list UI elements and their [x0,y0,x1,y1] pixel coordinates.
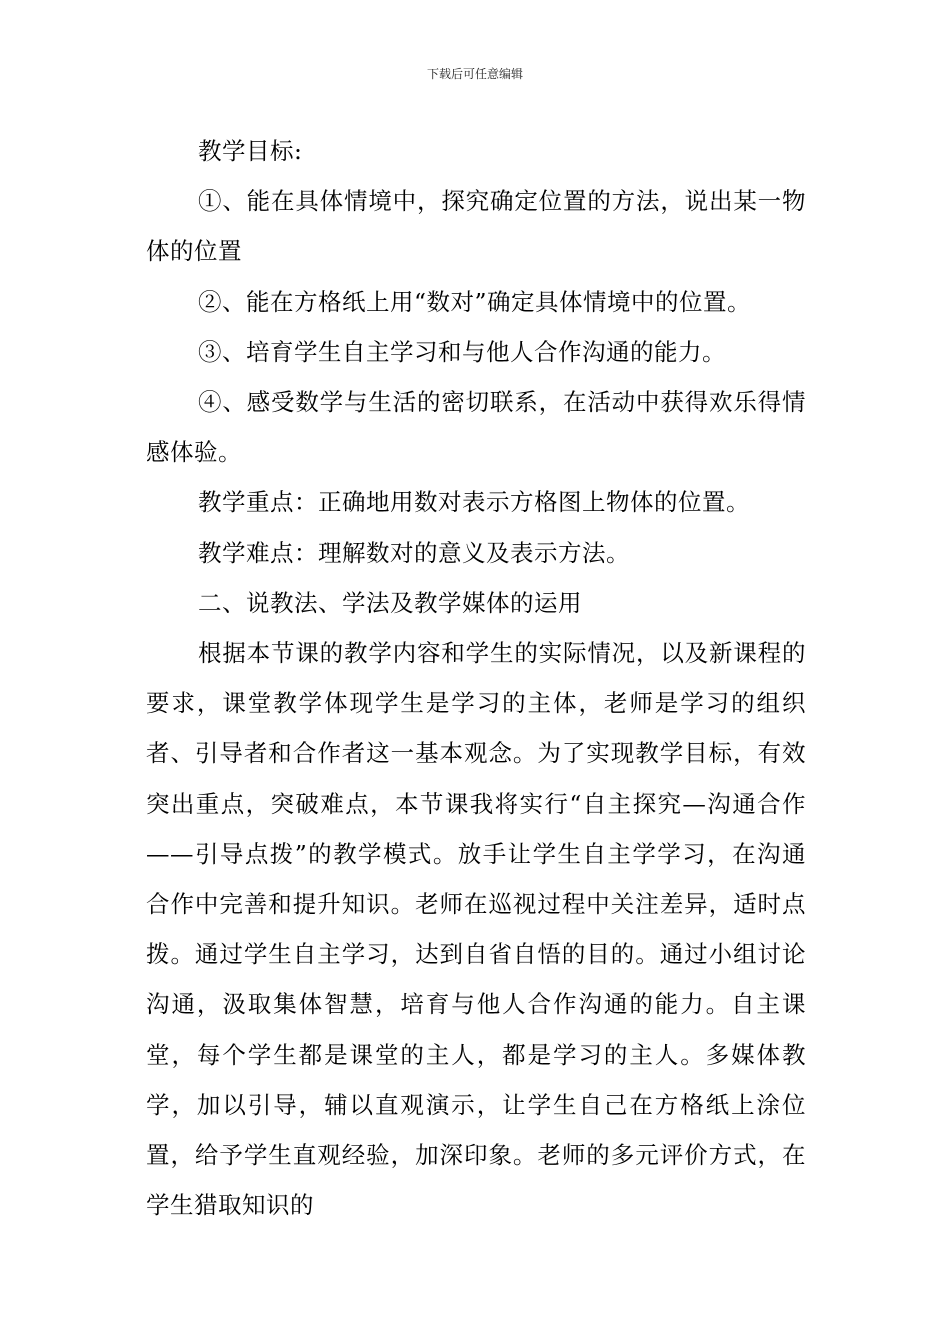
paragraph-key-point: 教学重点：正确地用数对表示方格图上物体的位置。 [198,488,750,517]
paragraph-method-body: 根据本节课的教学内容和学生的实际情况，以及新课程的要求，课堂教学体现学生是学习的主体，老师是学习的组织者、引导者和合作者这一基本观念。为了实现教学目标，有效突出重点，突破难点，本节课我将实行“自主探究—沟通合作——引导点拨”的教学模式。放手让学生自主学学习，在沟通合作中完善和提升知识。老师在巡视过程中关注差异，适时点拨。通过学生自主学习，达到自省自悟的目的。通过小组讨论沟通，汲取集体智慧，培育与他人合作沟通的能力。自主课堂，每个学生都是课堂的主人，都是学习的主人。多媒体教学，加以引导，辅以直观演示，让学生自己在方格纸上涂位置，给予学生直观经验，加深印象。老师的多元评价方式，在学生猎取知识的 [146,639,806,1220]
paragraph-goal-1: ①、能在具体情境中，探究确定位置的方法，说出某一物体的位置 [146,187,806,266]
paragraph-goal-3: ③、培育学生自主学习和与他人合作沟通的能力。 [198,337,726,366]
document-body [146,126,806,1230]
paragraph-teaching-goals-heading: 教学目标: [198,137,303,165]
page-header-note: 下载后可任意编辑 [426,67,523,81]
paragraph-goal-2: ②、能在方格纸上用“数对”确定具体情境中的位置。 [198,287,752,316]
paragraph-goal-4: ④、感受数学与生活的密切联系，在活动中获得欢乐得情感体验。 [146,388,806,467]
paragraph-section-heading: 二、说教法、学法及教学媒体的运用 [198,588,582,617]
paragraph-difficulty: 教学难点：理解数对的意义及表示方法。 [198,538,630,567]
